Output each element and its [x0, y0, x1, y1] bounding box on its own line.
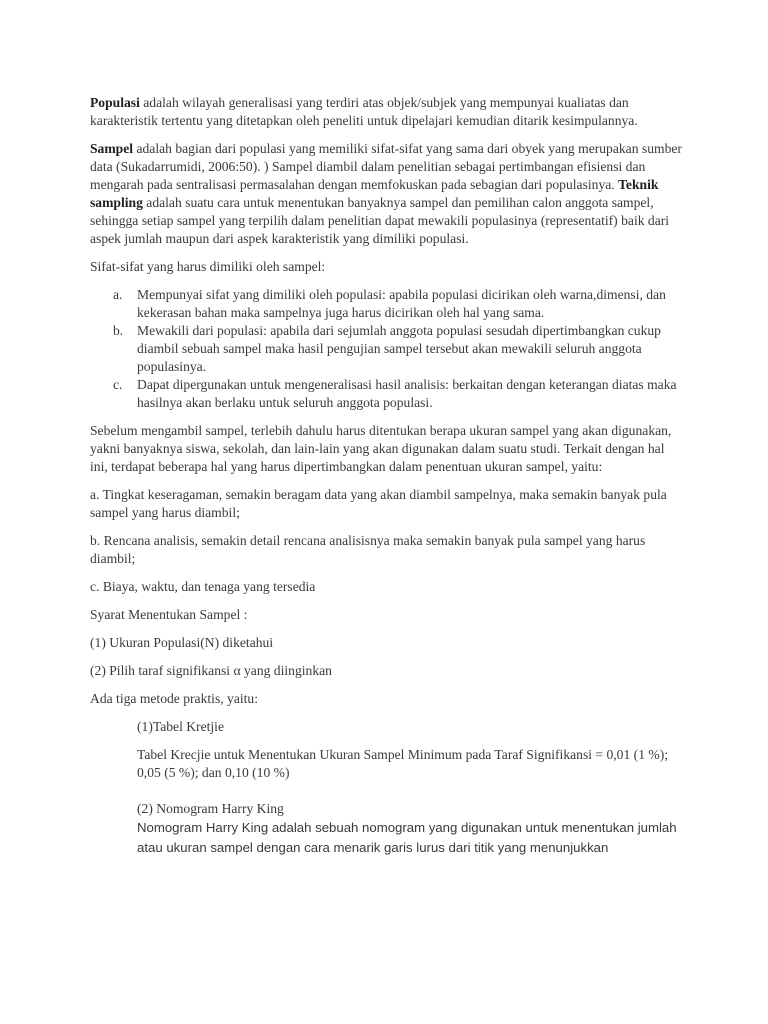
list-marker: c.: [113, 377, 123, 392]
method-1-title: (1)Tabel Kretjie: [137, 719, 224, 734]
term-sampel: Sampel: [90, 141, 134, 156]
paragraph-rencana-analisis: b. Rencana analisis, semakin detail rencana analisisnya maka semakin banyak pula sampel yang harus diambil;: [90, 533, 646, 566]
list-marker: b.: [113, 323, 124, 338]
term-teknik-sampling: Teknik sampling: [90, 177, 659, 210]
paragraph-sampel: [90, 140, 682, 248]
teknik-sampling-definition: adalah suatu cara untuk menentukan banyaknya sampel dan pemilihan calon anggota sampel, sehingga setiap sampel yang terpilih dalam penelitian dapat mewakili populasinya (representatif) baik dari aspek jumlah maupun dari aspek karakteristik yang dimiliki populasi.: [90, 195, 670, 246]
paragraph-syarat: Syarat Menentukan Sampel :: [90, 607, 248, 622]
paragraph-ukuran-populasi: (1) Ukuran Populasi(N) diketahui: [90, 635, 274, 650]
method-2-title: (2) Nomogram Harry King: [137, 801, 284, 816]
list-item: [90, 376, 682, 412]
paragraph-ukuran-sampel: Sebelum mengambil sampel, terlebih dahulu harus ditentukan berapa ukuran sampel yang akan digunakan, yakni banyaknya siswa, sekolah, dan lain-lain yang akan digunakan dalam suatu studi. Terkait dengan hal ini, terdapat beberapa hal yang harus dipertimbangkan dalam penentuan ukuran sampel, yaitu:: [90, 423, 672, 474]
spacer: [90, 792, 682, 800]
method-1-description: Tabel Krecjie untuk Menentukan Ukuran Sampel Minimum pada Taraf Signifikansi = 0,01 (1 %); 0,05 (5 %); dan 0,10 (10 %): [137, 747, 669, 780]
paragraph-biaya: c. Biaya, waktu, dan tenaga yang tersedia: [90, 579, 316, 594]
list-item-text: Mempunyai sifat yang dimiliki oleh populasi: apabila populasi dicirikan oleh warna,dimensi, dan kekerasan bahan maka sampelnya juga harus dicirikan oleh hal yang sama.: [137, 287, 666, 320]
list-item-text: Dapat dipergunakan untuk mengeneralisasi hasil analisis: berkaitan dengan keterangan diatas maka hasilnya akan berlaku untuk seluruh anggota populasi.: [137, 377, 677, 410]
list-marker: a.: [113, 287, 123, 302]
list-item: [90, 322, 682, 376]
document-body: [90, 94, 682, 868]
paragraph-taraf-signifikansi: (2) Pilih taraf signifikansi α yang diinginkan: [90, 663, 332, 678]
method-2-description: Nomogram Harry King adalah sebuah nomogram yang digunakan untuk menentukan jumlah atau ukuran sampel dengan cara menarik garis lurus dari titik yang menunjukkan: [137, 820, 677, 855]
paragraph-keseragaman: a. Tingkat keseragaman, semakin beragam data yang akan diambil sampelnya, maka semakin banyak pula sampel yang harus diambil;: [90, 487, 667, 520]
sampel-definition: adalah bagian dari populasi yang memiliki sifat-sifat yang sama dari obyek yang merupakan sumber data (Sukadarrumidi, 2006:50). ) Sampel diambil dalam penelitian sebagai pertimbangan efisiensi dan mengarah pada sentralisasi permasalahan dengan memfokuskan pada sebagian dari populasinya.: [90, 141, 682, 192]
term-populasi: Populasi: [90, 95, 140, 110]
paragraph-sifat-heading: Sifat-sifat yang harus dimiliki oleh sampel:: [90, 259, 326, 274]
sifat-list: [90, 286, 682, 412]
paragraph-metode: Ada tiga metode praktis, yaitu:: [90, 691, 258, 706]
paragraph-populasi: [90, 94, 682, 130]
list-item: [90, 286, 682, 322]
list-item-text: Mewakili dari populasi: apabila dari sejumlah anggota populasi sesudah dipertimbangkan cukup diambil sebuah sampel maka hasil pengujian sampel tersebut akan mewakili seluruh anggota populasinya.: [137, 323, 661, 374]
populasi-definition: adalah wilayah generalisasi yang terdiri atas objek/subjek yang mempunyai kualiatas dan karakteristik tertentu yang ditetapkan oleh peneliti untuk dipelajari kemudian ditarik kesimpulannya.: [90, 95, 638, 128]
